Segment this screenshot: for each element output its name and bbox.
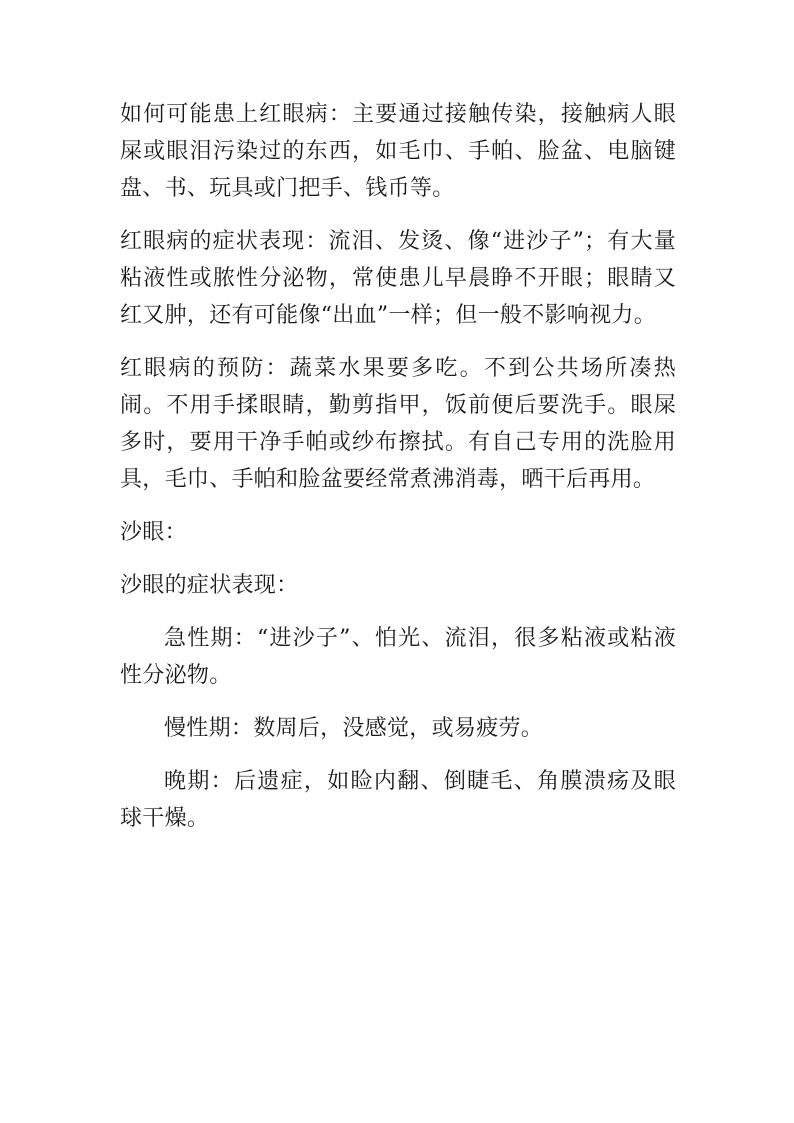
heading-trachoma: 沙眼： — [120, 520, 187, 545]
paragraph-infection-route: 如何可能患上红眼病：主要通过接触传染，接触病人眼屎或眼泪污染过的东西，如毛巾、手帕、脸盆、电脑键盘、书、玩具或门把手、钱币等。 — [120, 102, 676, 201]
paragraph-acute-stage: 急性期：“进沙子”、怕光、流泪，很多粘液或粘液性分泌物。 — [120, 626, 676, 688]
heading-trachoma-symptoms: 沙眼的症状表现： — [120, 573, 299, 598]
paragraph-pinkeye-prevention: 红眼病的预防：蔬菜水果要多吃。不到公共场所凑热闹。不用手揉眼睛，勤剪指甲，饭前便后要洗手。眼屎多时，要用干净手帕或纱布擦拭。有自己专用的洗脸用具，毛巾、手帕和脸盆要经常煮沸消毒，晒干后再用。 — [120, 356, 676, 492]
paragraph-late-stage: 晚期：后遗症，如睑内翻、倒睫毛、角膜溃疡及眼球干燥。 — [120, 769, 676, 831]
paragraph-chronic-stage: 慢性期：数周后，没感觉，或易疲劳。 — [164, 716, 544, 741]
paragraph-pinkeye-symptoms: 红眼病的症状表现：流泪、发烫、像“进沙子”；有大量粘液性或脓性分泌物，常使患儿早晨睁不开眼；眼睛又红又肿，还有可能像“出血”一样；但一般不影响视力。 — [120, 229, 676, 328]
document-body — [120, 96, 676, 853]
